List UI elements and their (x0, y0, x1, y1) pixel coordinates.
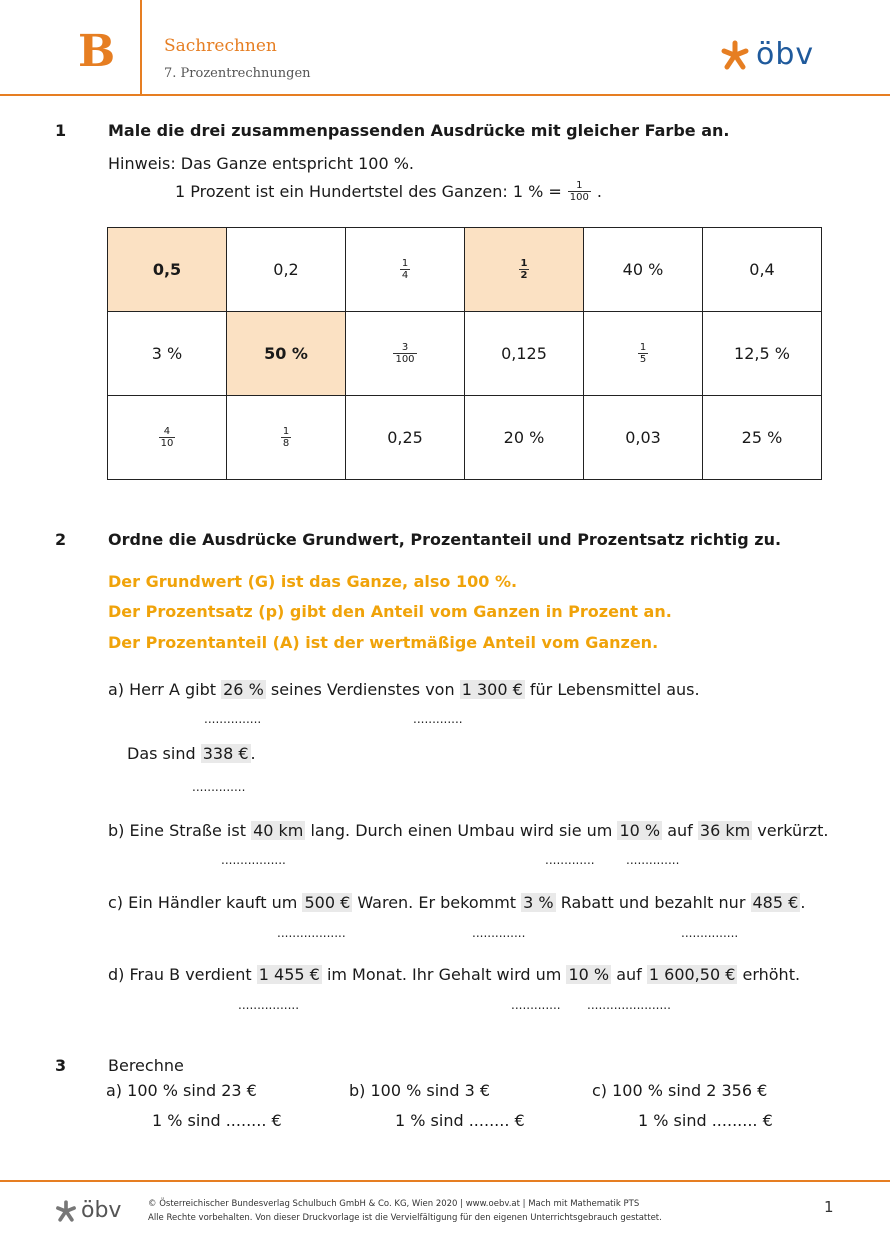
answer-blank[interactable]: .............. (472, 926, 526, 940)
fraction (519, 258, 530, 281)
fraction (281, 426, 291, 449)
chapter-letter: B (78, 26, 116, 77)
exercise-a-text3: für Lebensmittel aus. (529, 680, 700, 699)
page-number: 1 (824, 1198, 834, 1216)
hint2-fraction (568, 180, 591, 203)
answer-blank[interactable]: .............. (192, 780, 246, 794)
header-subtitle: 7. Prozentrechnungen (164, 66, 311, 81)
fraction-numerator: 1 (520, 258, 528, 269)
answer-blank[interactable]: ............. (511, 998, 561, 1012)
oebv-star-icon (720, 40, 750, 70)
exercise-d-value-percent[interactable]: 10 % (568, 965, 610, 984)
fraction-numerator: 1 (639, 342, 647, 353)
grid-cell[interactable] (703, 228, 822, 312)
task3-instruction: Berechne (108, 1056, 184, 1075)
answer-blank[interactable]: ............... (204, 712, 262, 726)
cell-value: 0,125 (501, 344, 547, 363)
grid-row (108, 396, 822, 480)
footer-rights: Alle Rechte vorbehalten. Von dieser Druckvorlage ist die Vervielfältigung für den eigenen Unterrichtsgebrauch gestattet. (148, 1213, 662, 1223)
exercise-a-text4: Das sind (127, 744, 196, 763)
cell-value: 3 % (151, 344, 183, 363)
exercise-a-line2 (127, 744, 256, 763)
exercise-d-text2: im Monat. Ihr Gehalt wird um (326, 965, 562, 984)
grid-cell[interactable] (227, 396, 346, 480)
hint2-period: . (596, 182, 602, 201)
hint2-numerator: 1 (568, 180, 591, 192)
footer-copyright: © Österreichischer Bundesverlag Schulbuch GmbH & Co. KG, Wien 2020 | www.oebv.at | Mach mit Mathematik PTS (148, 1199, 640, 1209)
task3-c-answer[interactable]: 1 % sind ......... € (638, 1111, 773, 1130)
task3-c-given: c) 100 % sind 2 356 € (592, 1081, 768, 1100)
exercise-a-value-amount[interactable]: 338 € (202, 744, 249, 763)
logo-text: öbv (756, 37, 815, 72)
grid-cell[interactable] (227, 312, 346, 396)
grid-cell[interactable] (584, 396, 703, 480)
exercise-d-text4: erhöht. (742, 965, 801, 984)
header-title: Sachrechnen (164, 36, 277, 56)
exercise-c-text2: Waren. Er bekommt (357, 893, 517, 912)
answer-blank[interactable]: ............. (545, 853, 595, 867)
hint2-text: 1 Prozent ist ein Hundertstel des Ganzen: 1 % = (175, 182, 562, 201)
exercise-c-text3: Rabatt und bezahlt nur (560, 893, 746, 912)
cell-value: 0,2 (273, 260, 299, 279)
exercise-b-text2: lang. Durch einen Umbau wird sie um (310, 821, 613, 840)
fraction-denominator: 8 (282, 438, 290, 449)
cell-value: 12,5 % (734, 344, 790, 363)
grid-cell[interactable] (703, 312, 822, 396)
definition-grundwert: Der Grundwert (G) ist das Ganze, also 100 %. (108, 572, 518, 591)
exercise-d-text3: auf (616, 965, 642, 984)
fraction-denominator: 100 (395, 354, 415, 365)
task-number-3: 3 (55, 1056, 67, 1075)
cell-value: 0,5 (152, 260, 182, 279)
matching-grid (107, 227, 822, 480)
fraction-denominator: 10 (160, 438, 174, 449)
grid-cell[interactable] (465, 312, 584, 396)
fraction-numerator: 1 (282, 426, 290, 437)
fraction (400, 258, 410, 281)
exercise-c-value-result[interactable]: 485 € (752, 893, 799, 912)
grid-cell[interactable] (346, 228, 465, 312)
grid-cell[interactable] (108, 312, 227, 396)
fraction-denominator: 2 (520, 270, 528, 281)
exercise-b-value-percent[interactable]: 10 % (619, 821, 661, 840)
cell-value: 0,03 (625, 428, 661, 447)
exercise-b-text3: auf (667, 821, 693, 840)
answer-blank[interactable]: ...................... (587, 998, 671, 1012)
fraction-denominator: 4 (401, 270, 409, 281)
task-number-2: 2 (55, 530, 67, 549)
task1-instruction: Male die drei zusammenpassenden Ausdrücke mit gleicher Farbe an. (108, 121, 730, 140)
task1-hint2 (175, 180, 602, 203)
fraction (638, 342, 648, 365)
cell-value: 20 % (503, 428, 545, 447)
grid-cell[interactable] (584, 228, 703, 312)
definition-prozentanteil: Der Prozentanteil (A) ist der wertmäßige Anteil vom Ganzen. (108, 633, 659, 652)
answer-blank[interactable]: .............. (626, 853, 680, 867)
hint2-denominator: 100 (569, 192, 589, 203)
answer-blank[interactable]: .................. (277, 926, 346, 940)
task3-a-given: a) 100 % sind 23 € (106, 1081, 257, 1100)
task1-hint1: Hinweis: Das Ganze entspricht 100 %. (108, 154, 415, 173)
cell-value: 50 % (264, 344, 308, 363)
cell-value: 40 % (622, 260, 664, 279)
oebv-star-icon (55, 1200, 77, 1222)
publisher-logo (720, 37, 815, 72)
cell-value: 0,25 (387, 428, 423, 447)
footer-logo (55, 1200, 121, 1222)
answer-blank[interactable]: ................. (221, 853, 286, 867)
fraction-numerator: 3 (393, 342, 416, 354)
answer-blank[interactable]: ............. (413, 712, 463, 726)
exercise-d-value-base[interactable]: 1 455 € (258, 965, 320, 984)
grid-cell[interactable] (346, 396, 465, 480)
answer-blank[interactable]: ............... (681, 926, 739, 940)
grid-cell[interactable] (465, 228, 584, 312)
grid-cell[interactable] (227, 228, 346, 312)
exercise-c-value-base[interactable]: 500 € (304, 893, 351, 912)
grid-cell[interactable] (465, 396, 584, 480)
header-divider (0, 94, 890, 96)
task3-b-answer[interactable]: 1 % sind ........ € (395, 1111, 525, 1130)
grid-cell[interactable] (703, 396, 822, 480)
exercise-a-line1 (108, 680, 700, 699)
exercise-a-text1: a) Herr A gibt (108, 680, 217, 699)
footer-logo-text: öbv (81, 1198, 122, 1223)
exercise-b-value-result[interactable]: 36 km (699, 821, 751, 840)
grid-cell[interactable] (108, 396, 227, 480)
exercise-c-line (108, 893, 805, 912)
cell-value: 0,4 (749, 260, 775, 279)
grid-cell[interactable] (346, 312, 465, 396)
grid-row (108, 312, 822, 396)
fraction (159, 426, 176, 449)
exercise-a-value-percent[interactable]: 26 % (223, 680, 264, 699)
definition-prozentsatz: Der Prozentsatz (p) gibt den Anteil vom Ganzen in Prozent an. (108, 602, 672, 621)
fraction (393, 342, 416, 365)
fraction-numerator: 1 (401, 258, 409, 269)
grid-row (108, 228, 822, 312)
exercise-b-value-base[interactable]: 40 km (253, 821, 304, 840)
exercise-b-line (108, 821, 828, 840)
exercise-d-text1: d) Frau B verdient (108, 965, 252, 984)
cell-value: 25 % (741, 428, 783, 447)
fraction-denominator: 5 (639, 354, 647, 365)
footer-divider (0, 1180, 890, 1182)
exercise-d-value-result[interactable]: 1 600,50 € (648, 965, 736, 984)
fraction-numerator: 4 (159, 426, 176, 438)
exercise-c-value-percent[interactable]: 3 % (523, 893, 554, 912)
answer-blank[interactable]: ................ (238, 998, 300, 1012)
exercise-a-value-base[interactable]: 1 300 € (461, 680, 523, 699)
exercise-c-text1: c) Ein Händler kauft um (108, 893, 298, 912)
task3-a-answer[interactable]: 1 % sind ........ € (152, 1111, 282, 1130)
task-number-1: 1 (55, 121, 67, 140)
exercise-b-text4: verkürzt. (757, 821, 829, 840)
grid-cell[interactable] (108, 228, 227, 312)
task3-b-given: b) 100 % sind 3 € (349, 1081, 491, 1100)
task2-instruction: Ordne die Ausdrücke Grundwert, Prozentanteil und Prozentsatz richtig zu. (108, 530, 782, 549)
exercise-d-line (108, 965, 800, 984)
exercise-a-period: . (250, 744, 256, 763)
exercise-a-text2: seines Verdienstes von (270, 680, 455, 699)
header-divider-vertical (140, 0, 142, 95)
grid-cell[interactable] (584, 312, 703, 396)
exercise-c-period: . (800, 893, 806, 912)
exercise-b-text1: b) Eine Straße ist (108, 821, 246, 840)
